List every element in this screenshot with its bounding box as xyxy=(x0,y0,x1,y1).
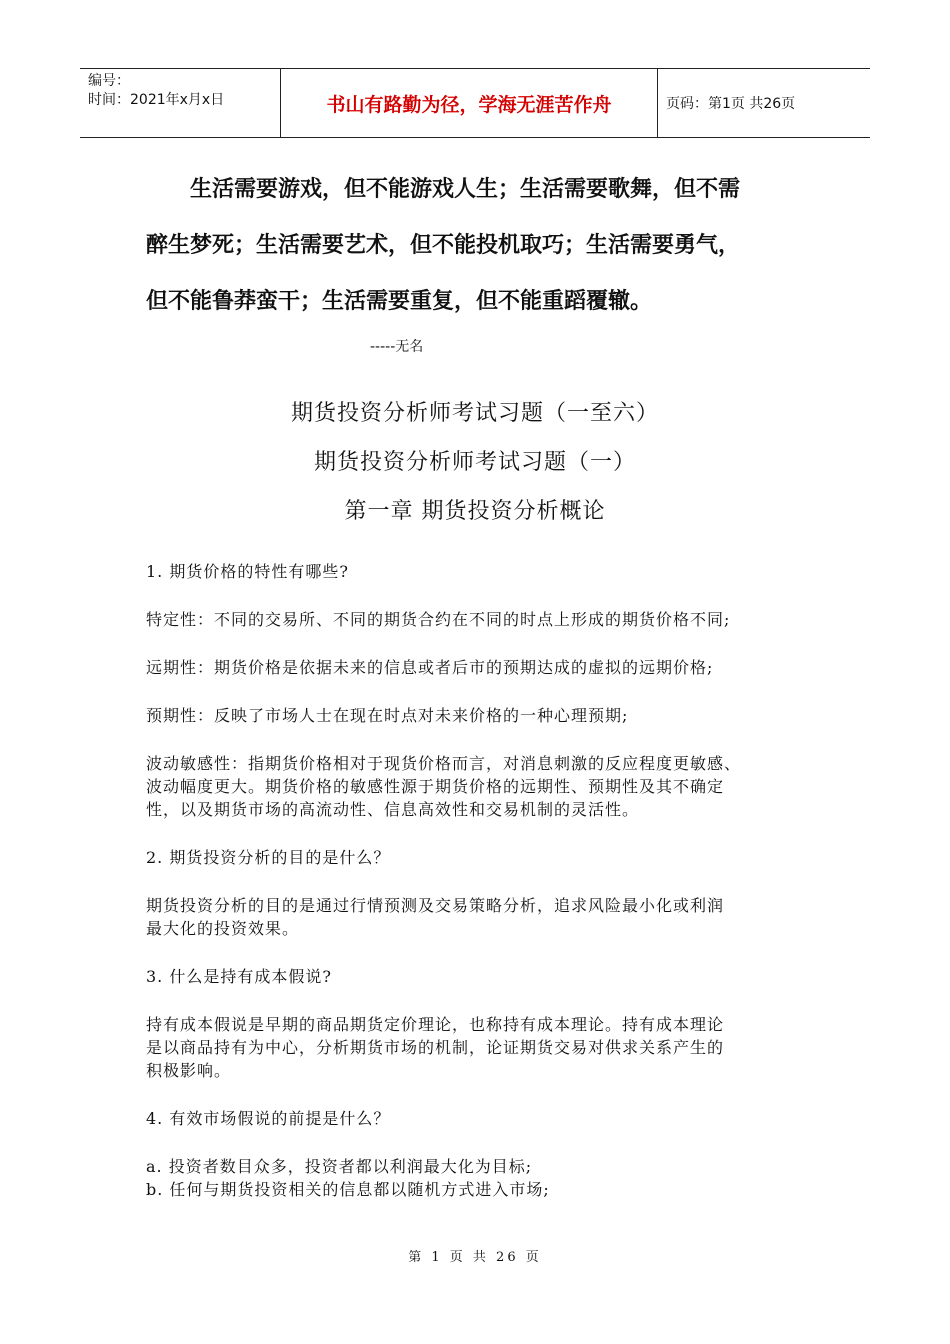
answer-line: 是以商品持有为中心，分析期货市场的机制，论证期货交易对供求关系产生的 xyxy=(146,1038,725,1057)
number-label: 编号： xyxy=(88,73,130,89)
answer-line: 期货投资分析的目的是通过行情预测及交易策略分析，追求风险最小化或利润 xyxy=(146,896,725,915)
quote-block xyxy=(146,162,806,330)
answer-line: 性，以及期货市场的高流动性、信息高效性和交易机制的灵活性。 xyxy=(146,800,640,819)
header-motto: 书山有路勤为径，学海无涯苦作舟 xyxy=(281,69,658,137)
answer-paragraph: 预期性：反映了市场人士在现在时点对未来价格的一种心理预期; xyxy=(146,706,629,725)
content-body xyxy=(146,560,816,1201)
quote-author: -----无名 xyxy=(370,339,424,355)
header-page-info: 页码：第1页 共26页 xyxy=(666,96,796,112)
main-title: 期货投资分析师考试习题（一至六） xyxy=(290,401,659,426)
answer-line: 最大化的投资效果。 xyxy=(146,919,300,938)
header-table xyxy=(80,68,870,138)
page-footer: 第 1 页 共 26 页 xyxy=(408,1250,542,1265)
question-3: 3. 什么是持有成本假说? xyxy=(146,967,332,986)
list-item: a. 投资者数目众多，投资者都以利润最大化为目标; xyxy=(146,1157,533,1176)
answer-line: 积极影响。 xyxy=(146,1061,232,1080)
quote-line: 生活需要游戏，但不能游戏人生；生活需要歌舞，但不需 xyxy=(190,177,741,202)
quote-line: 但不能鲁莽蛮干；生活需要重复，但不能重蹈覆辙。 xyxy=(146,289,653,314)
answer-line: 波动幅度更大。期货价格的敏感性源于期货价格的远期性、预期性及其不确定 xyxy=(146,777,725,796)
list-item: b. 任何与期货投资相关的信息都以随机方式进入市场; xyxy=(146,1180,550,1199)
date-label: 时间：2021年x月x日 xyxy=(88,92,225,108)
answer-paragraph: 特定性：不同的交易所、不同的期货合约在不同的时点上形成的期货价格不同; xyxy=(146,610,731,629)
question-4: 4. 有效市场假说的前提是什么？ xyxy=(146,1109,391,1128)
answer-paragraph: 远期性：期货价格是依据未来的信息或者后市的预期达成的虚拟的远期价格; xyxy=(146,658,714,677)
quote-line: 醉生梦死；生活需要艺术，但不能投机取巧；生活需要勇气， xyxy=(146,233,741,258)
question-1: 1. 期货价格的特性有哪些? xyxy=(146,562,349,581)
chapter-title: 第一章 期货投资分析概论 xyxy=(344,499,606,524)
answer-line: 波动敏感性：指期货价格相对于现货价格而言，对消息刺激的反应程度更敏感、 xyxy=(146,754,742,773)
question-2: 2. 期货投资分析的目的是什么？ xyxy=(146,848,391,867)
header-meta-cell xyxy=(80,69,281,137)
sub-title: 期货投资分析师考试习题（一） xyxy=(313,450,636,475)
answer-line: 持有成本假说是早期的商品期货定价理论，也称持有成本理论。持有成本理论 xyxy=(146,1015,725,1034)
